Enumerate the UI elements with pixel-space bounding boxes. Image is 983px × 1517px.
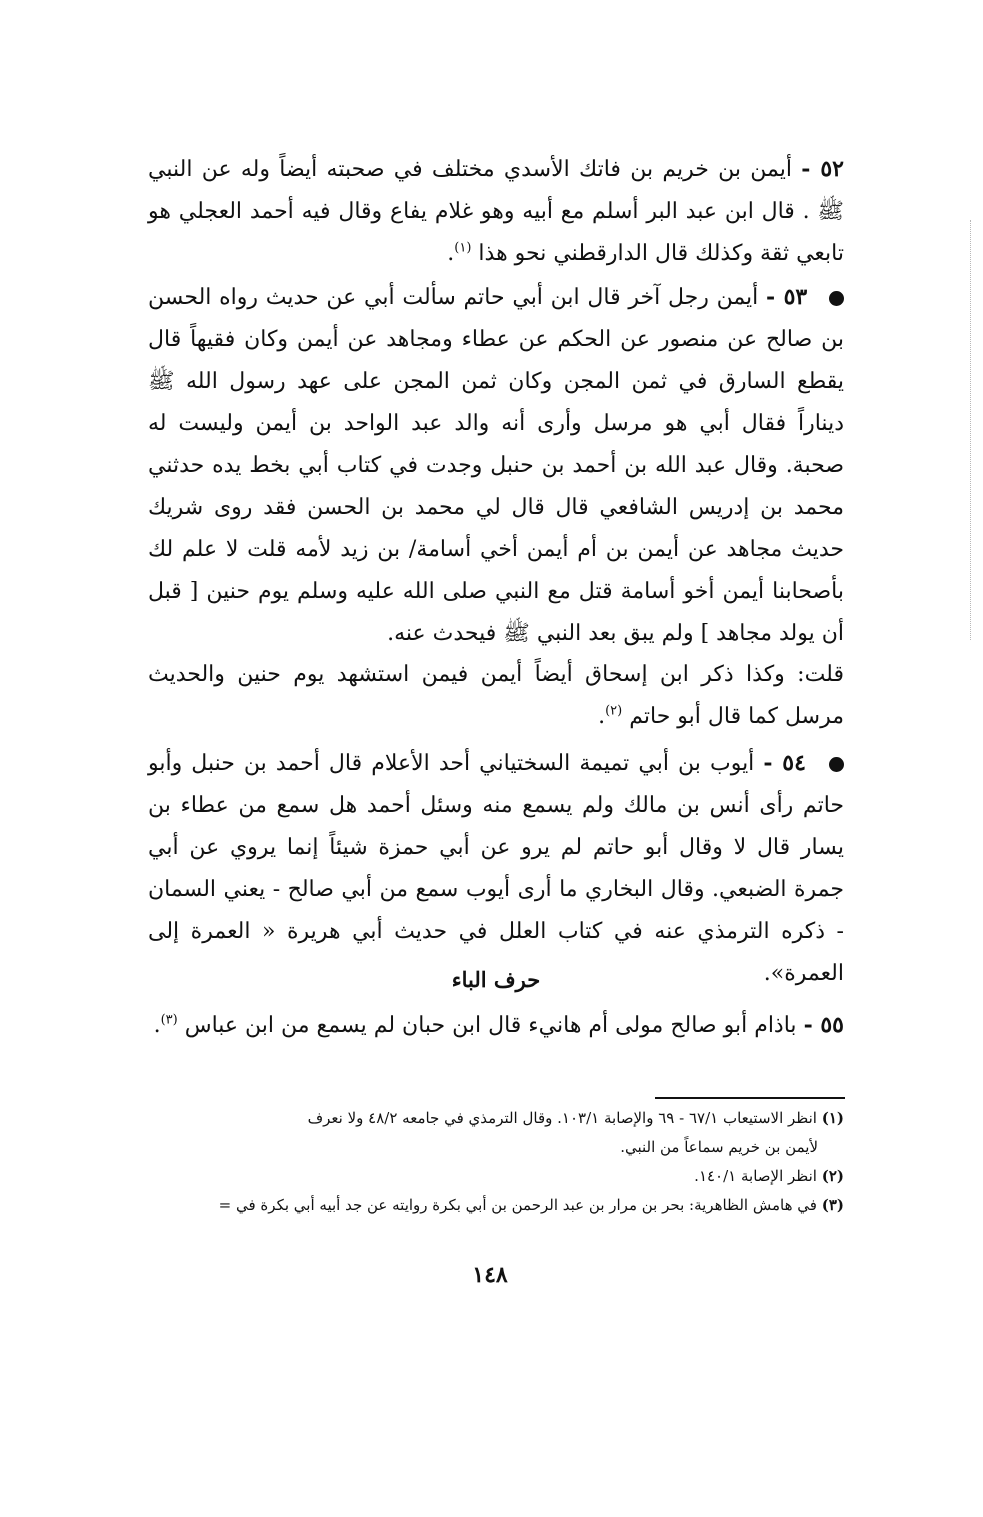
entry-text: أيمن رجل آخر قال ابن أبي حاتم سألت أبي عن حديث رواه الحسن بن صالح عن منصور عن الحكم عن عطاء ومجاهد عن أيمن وكان فقيهاً قال يقطع السارق في ثمن المجن وكان ثمن المجن على عهد رسول الله ﷺ ديناراً فقال أبي هو مرسل وأرى أنه والد عبد الواحد بن أيمن وليست له صحبة. وقال عبد الله بن أحمد بن حنبل وجدت في كتاب أبي بخط يده حدثني محمد بن إدريس الشافعي قال قال لي محمد بن الحسن فقد روى شريك حديث مجاهد عن أيمن بن أم أيمن أخي أسامة/ بن زيد لأمه قلت لا علم لك بأصحابنا أيمن أخو أسامة قتل مع النبي صلى الله عليه وسلم يوم حنين [ قبل أن يولد مجاهد ] ولم يبق بعد النبي ﷺ فيحدث عنه. — [148, 285, 844, 646]
bullet-icon — [829, 291, 844, 306]
entry-53 — [148, 276, 844, 655]
entry-number: ٥٢ - — [801, 156, 844, 182]
scan-edge-mark — [970, 220, 972, 640]
entry-text: أيوب بن أبي تميمة السختياني أحد الأعلام قال أحمد بن حنبل وأبو حاتم رأى أنس بن مالك ولم يسمع منه وسئل أحمد هل سمع من عطاء بن يسار قال لا وقال أبو حاتم لم يرو عن أبي حمزة شيئاً إنما يروي عن أبي جمرة الضبعي. وقال البخاري ما أرى أيوب سمع من أبي صالح - يعني السمان - ذكره الترمذي عنه في كتاب العلل في حديث أبي هريرة « العمرة إلى العمرة». — [148, 751, 844, 986]
entry-tail: . — [153, 1013, 161, 1038]
footnote-number: (٢) — [821, 1167, 844, 1185]
entry-54 — [148, 742, 844, 995]
entry-text: قلت: وكذا ذكر ابن إسحاق أيضاً أيمن فيمن استشهد يوم حنين والحديث مرسل كما قال أبو حاتم — [148, 662, 844, 729]
entry-tail: . — [447, 241, 455, 266]
entry-text: باذام أبو صالح مولى أم هانيء قال ابن حبان لم يسمع من ابن عباس — [184, 1013, 797, 1038]
footnote-2 — [148, 1162, 844, 1191]
entry-52 — [148, 148, 844, 275]
entry-number: ٥٣ - — [766, 284, 808, 310]
footnote-separator — [655, 1097, 845, 1099]
footnote-1-continuation: لأيمن بن خريم سماعاً من النبي. — [620, 1138, 818, 1156]
entry-tail: . — [598, 704, 606, 729]
entry-text: أيمن بن خريم بن فاتك الأسدي مختلف في صحبته أيضاً وله عن النبي ﷺ . قال ابن عبد البر أسلم مع أبيه وهو غلام يفاع وقال فيه أحمد العجلي هو تابعي ثقة وكذلك قال الدارقطني نحو هذا — [148, 157, 844, 266]
footnote-reference: (٣) — [160, 1012, 178, 1028]
footnote-text: انظر الاستيعاب ٦٧/١ - ٦٩ والإصابة ١٠٣/١. وقال الترمذي في جامعه ٤٨/٢ ولا نعرف — [307, 1109, 817, 1127]
footnote-3 — [148, 1191, 844, 1220]
footnote-text: في هامش الظاهرية: بحر بن مرار بن عبد الرحمن بن أبي بكرة روايته عن جد أبيه أبي بكرة في = — [218, 1196, 817, 1214]
footnote-reference: (٢) — [605, 703, 623, 719]
footnotes — [148, 1104, 844, 1220]
bullet-icon — [829, 757, 844, 772]
section-heading: حرف الباء — [451, 967, 541, 992]
comment-paragraph — [148, 654, 844, 738]
footnote-1 — [148, 1104, 844, 1133]
footnote-number: (١) — [821, 1109, 844, 1127]
footnote-text: انظر الإصابة ١٤٠/١. — [694, 1167, 817, 1185]
page-number: ١٤٨ — [472, 1262, 508, 1288]
entry-number: ٥٤ - — [763, 750, 806, 776]
entry-55 — [148, 1004, 844, 1047]
entry-number: ٥٥ - — [803, 1012, 844, 1038]
footnote-number: (٣) — [821, 1196, 844, 1214]
footnote-reference: (١) — [454, 240, 472, 256]
